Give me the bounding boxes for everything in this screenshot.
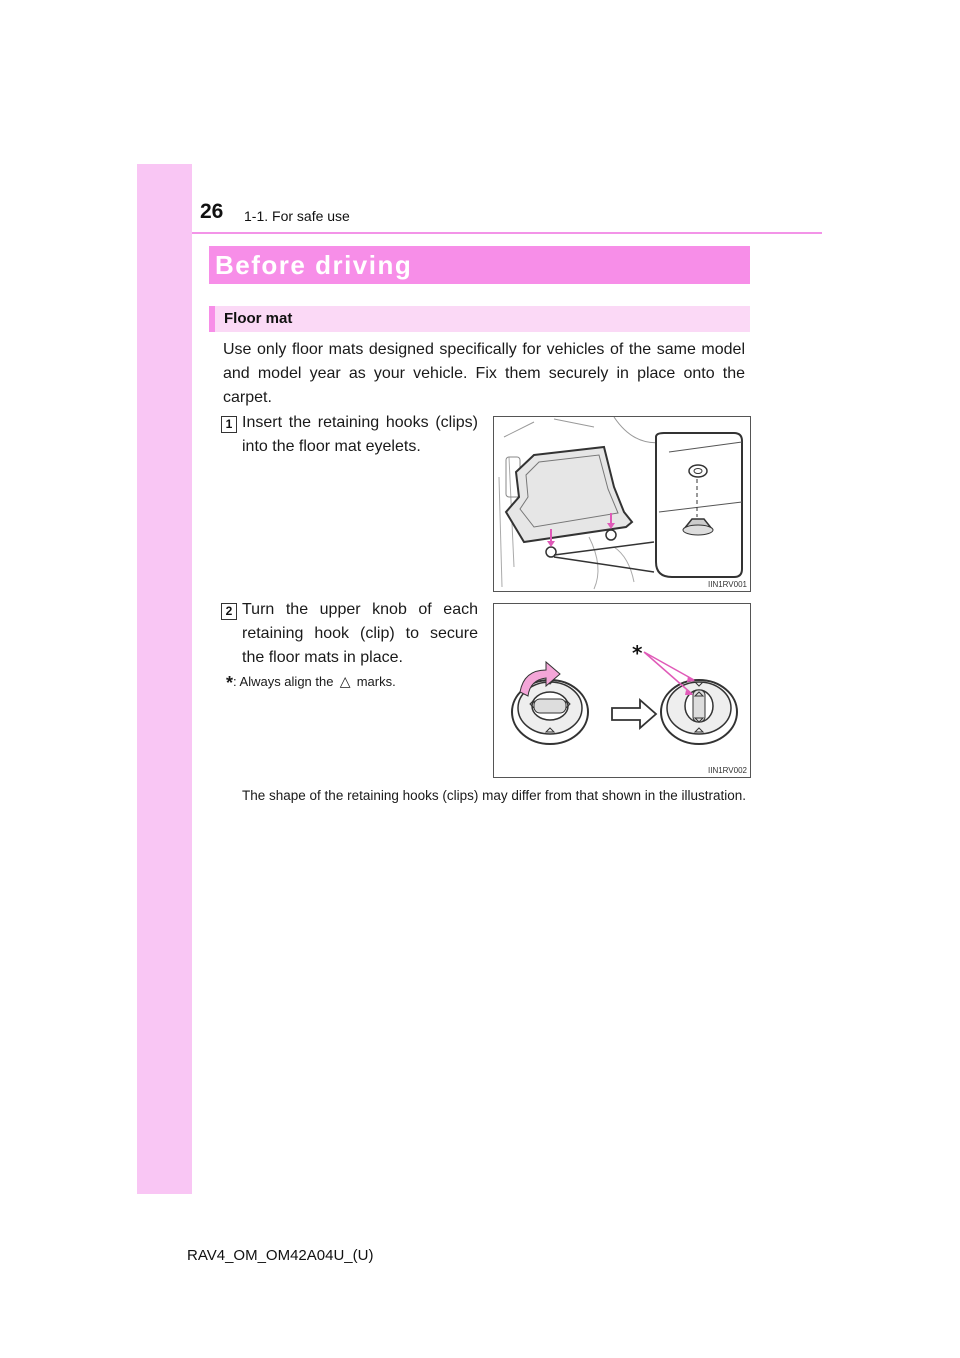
page-title: Before driving [215, 250, 413, 280]
figure-code-1: IIN1RV001 [708, 580, 747, 589]
step-text-2: Turn the upper knob of each retaining hook (clip) to secure the floor mats in place. [242, 601, 478, 666]
subsection-title: Floor mat [224, 310, 293, 327]
section-label: 1-1. For safe use [244, 208, 350, 224]
page-number: 26 [200, 200, 224, 223]
step-number-1: 1 [221, 416, 237, 433]
note [226, 673, 396, 694]
header-rule [192, 232, 822, 234]
footnote: The shape of the retaining hooks (clips) may differ from that shown in the illustration. [242, 788, 747, 803]
side-tab [137, 164, 192, 1194]
note-marker: * [226, 673, 234, 693]
title-bar [209, 246, 750, 284]
retaining-hook-illustration [494, 604, 750, 777]
note-text-before: : Always align the [233, 674, 334, 689]
intro-paragraph: Use only floor mats designed specifically for vehicles of the same model and model year as your vehicle. Fix them securely in place onto the carpet. [223, 341, 745, 406]
figure-code-2: IIN1RV002 [708, 766, 747, 775]
triangle-mark-icon: △ [339, 673, 351, 689]
subsection-bar [209, 306, 750, 332]
step-text-1: Insert the retaining hooks (clips) into the floor mat eyelets. [242, 414, 478, 455]
note-text-after: marks. [356, 674, 396, 689]
figure-retaining-hook [493, 603, 751, 778]
document-code: RAV4_OM_OM42A04U_(U) [187, 1247, 374, 1264]
figure-marker: * [632, 641, 643, 665]
floor-mat-illustration [494, 417, 750, 591]
step-number-2: 2 [221, 603, 237, 620]
figure-floor-mat [493, 416, 751, 592]
